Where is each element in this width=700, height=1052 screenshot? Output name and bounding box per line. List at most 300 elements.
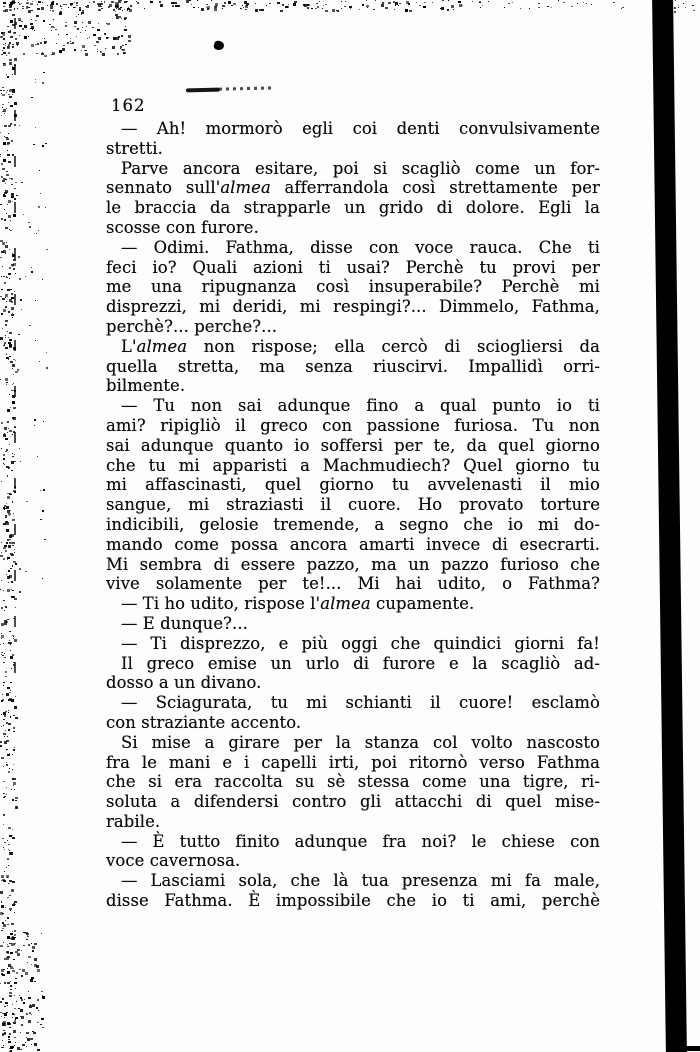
speck — [3, 109, 6, 112]
speck — [7, 331, 8, 332]
speck — [5, 378, 8, 381]
speck — [82, 22, 83, 23]
speck — [43, 72, 45, 73]
speck — [10, 2, 13, 5]
speck — [1, 930, 3, 931]
text-line: sai adunque quanto io soffersi per te, da quel giorno — [106, 435, 600, 455]
speck — [20, 1016, 21, 1017]
speck — [45, 143, 47, 144]
speck — [2, 87, 4, 88]
speck — [3, 682, 5, 683]
speck — [6, 957, 9, 960]
speck — [9, 640, 10, 641]
speck — [8, 729, 10, 731]
speck — [36, 1007, 38, 1009]
speck — [409, 10, 412, 12]
speck — [9, 356, 11, 357]
speck — [3, 142, 6, 145]
speck — [4, 657, 6, 658]
speck — [46, 367, 48, 369]
speck — [5, 550, 7, 552]
speck — [1, 969, 4, 972]
speck — [13, 1030, 16, 1033]
speck — [5, 324, 7, 326]
speck — [0, 741, 2, 743]
speck — [344, 6, 346, 7]
speck — [7, 952, 9, 954]
speck — [6, 621, 8, 623]
speck — [4, 741, 7, 744]
speck — [3, 507, 5, 509]
speck — [70, 41, 71, 42]
speck — [28, 997, 29, 998]
speck — [9, 59, 12, 61]
speck — [2, 913, 4, 914]
speck — [419, 5, 421, 6]
speck — [621, 8, 622, 9]
speck — [14, 934, 16, 936]
speck — [27, 3, 28, 4]
speck — [104, 33, 106, 35]
speck — [65, 22, 67, 23]
speck — [6, 764, 7, 765]
speck — [9, 575, 12, 578]
speck — [674, 11, 676, 13]
text-line: le braccia da strapparle un grido di dolore. Egli la — [106, 198, 600, 218]
paragraph — [106, 396, 600, 594]
speck — [345, 1, 346, 2]
speck — [4, 610, 5, 611]
speck — [124, 1, 127, 3]
speck — [104, 2, 105, 3]
speck — [17, 369, 19, 371]
speck — [38, 230, 39, 231]
speck — [41, 991, 43, 992]
speck — [307, 7, 309, 9]
speck — [31, 267, 32, 268]
speck — [56, 43, 57, 44]
speck — [6, 213, 7, 214]
speck — [3, 725, 4, 726]
speck — [17, 45, 18, 46]
speck — [10, 123, 12, 125]
speck — [39, 361, 40, 362]
speck — [349, 6, 352, 8]
speck — [12, 582, 13, 583]
speck — [1, 422, 3, 424]
speck — [1, 580, 2, 581]
speck — [214, 6, 217, 9]
speck — [13, 778, 16, 780]
speck — [9, 850, 10, 851]
speck — [32, 946, 35, 949]
speck — [10, 553, 13, 555]
speck — [59, 12, 62, 15]
speck — [3, 590, 4, 591]
speck — [4, 209, 5, 210]
speck — [282, 4, 284, 6]
speck — [15, 2, 16, 3]
speck — [3, 1033, 6, 1035]
speck — [12, 266, 13, 267]
speck — [10, 642, 12, 644]
speck — [8, 359, 9, 360]
speck — [97, 51, 98, 52]
speck — [2, 50, 3, 51]
speck — [7, 142, 10, 144]
speck — [1, 638, 2, 639]
speck — [215, 6, 217, 7]
speck — [100, 51, 102, 53]
speck — [4, 192, 7, 194]
speck — [3, 52, 6, 54]
speck — [0, 746, 1, 747]
speck — [15, 978, 16, 979]
speck — [15, 951, 18, 953]
speck — [7, 589, 10, 592]
speck — [14, 944, 15, 945]
speck — [14, 789, 15, 790]
speck — [11, 301, 13, 303]
speck — [3, 47, 5, 49]
speck — [0, 204, 2, 205]
speck — [10, 20, 13, 23]
speck — [84, 50, 85, 51]
speck — [41, 1018, 44, 1020]
text-line: feci io? Quali azioni ti usai? Perchè tu provi per — [106, 257, 600, 277]
speck — [7, 936, 10, 939]
text-line: indicibili, gelosie tremende, a segno che io mi do- — [106, 514, 600, 534]
speck — [0, 132, 1, 133]
speck — [118, 0, 121, 3]
speck — [373, 9, 375, 10]
speck — [107, 37, 109, 38]
speck — [2, 94, 5, 96]
speck — [3, 600, 5, 601]
speck — [9, 6, 12, 8]
speck — [7, 917, 9, 919]
speck — [60, 11, 62, 12]
speck — [23, 932, 25, 933]
speck — [101, 8, 103, 9]
speck — [17, 8, 18, 9]
paragraph — [106, 119, 600, 159]
speck — [12, 1004, 13, 1005]
speck — [693, 10, 695, 11]
speck — [14, 901, 17, 903]
speck — [224, 2, 226, 4]
speck — [18, 18, 21, 21]
speck — [31, 271, 33, 273]
speck — [10, 407, 11, 408]
speck — [7, 150, 8, 151]
speck — [28, 997, 31, 999]
speck — [93, 34, 96, 36]
speck — [13, 785, 14, 786]
speck — [7, 754, 10, 756]
speck — [1, 1016, 2, 1017]
speck — [12, 14, 15, 16]
speck — [504, 7, 505, 8]
speck — [9, 698, 12, 700]
speck — [5, 306, 7, 308]
speck — [19, 568, 21, 570]
speck — [10, 105, 13, 107]
speck — [115, 2, 118, 5]
speck — [6, 574, 7, 575]
speck — [19, 969, 21, 970]
speck — [8, 710, 9, 711]
speck — [2, 32, 5, 35]
speck — [6, 92, 7, 93]
text-line: L'almea non rispose; ella cercò di sciogliersi da — [121, 336, 600, 356]
speck — [0, 589, 1, 590]
speck — [4, 1017, 5, 1018]
speck — [20, 1049, 22, 1050]
scan-gutter-shadow — [652, 0, 687, 1052]
speck — [106, 23, 107, 24]
speck — [1, 973, 3, 975]
speck — [8, 1039, 10, 1040]
speck — [6, 171, 8, 172]
text-line: soluta a difendersi contro gli attacchi di quel mise- — [106, 792, 600, 812]
speck — [78, 14, 79, 15]
speck — [115, 7, 116, 8]
speck — [74, 2, 75, 3]
speck — [5, 297, 6, 298]
speck — [137, 2, 139, 4]
speck — [7, 557, 10, 559]
speck — [3, 6, 5, 7]
speck — [0, 257, 2, 258]
speck — [24, 999, 25, 1000]
speck — [337, 10, 339, 12]
scan-gutter-foot — [668, 1046, 700, 1051]
paragraph — [106, 733, 600, 832]
speck — [7, 897, 9, 898]
speck — [8, 865, 9, 866]
speck — [29, 1005, 32, 1008]
speck — [70, 5, 72, 6]
speck — [692, 5, 694, 6]
speck — [3, 942, 4, 943]
speck — [0, 891, 3, 894]
speck — [317, 6, 319, 8]
speck — [458, 1, 461, 3]
speck — [159, 1, 161, 3]
speck — [17, 953, 20, 956]
speck — [92, 27, 94, 28]
speck — [79, 7, 81, 9]
speck — [547, 6, 549, 7]
speck — [5, 907, 6, 908]
speck — [5, 347, 8, 349]
speck — [2, 1022, 4, 1023]
speck — [23, 945, 25, 946]
speck — [14, 943, 16, 944]
speck — [86, 26, 87, 27]
speck — [563, 2, 565, 3]
speck — [45, 207, 46, 208]
speck — [116, 8, 117, 9]
speck — [121, 0, 122, 1]
speck — [31, 10, 33, 11]
speck — [2, 111, 4, 112]
speck — [42, 995, 43, 996]
speck — [5, 730, 6, 731]
speck — [5, 337, 6, 338]
speck — [206, 4, 208, 5]
speck — [197, 0, 198, 1]
speck — [13, 764, 14, 765]
speck — [26, 1032, 29, 1034]
speck — [207, 8, 209, 10]
speck — [26, 939, 28, 940]
speck — [408, 3, 410, 5]
speck — [5, 320, 8, 322]
speck — [31, 19, 32, 20]
speck — [406, 1, 409, 4]
speck — [5, 294, 8, 297]
speck — [11, 835, 13, 836]
speck — [23, 53, 25, 55]
speck — [6, 764, 7, 765]
speck — [186, 0, 189, 3]
speck — [325, 10, 328, 12]
speck — [366, 0, 367, 1]
speck — [14, 930, 16, 932]
speck — [7, 475, 8, 476]
speck — [244, 1, 247, 4]
speck — [0, 983, 1, 984]
speck — [12, 937, 15, 940]
text-line: — Odimi. Fathma, disse con voce rauca. Che ti — [121, 237, 600, 257]
speck — [82, 27, 83, 28]
paragraph — [106, 238, 600, 337]
speck — [5, 920, 6, 921]
speck — [37, 4, 38, 5]
speck — [14, 9, 15, 10]
speck — [6, 301, 7, 302]
text-block — [106, 119, 600, 911]
speck — [4, 1006, 6, 1007]
speck — [366, 5, 369, 7]
text-line: — Tu non sai adunque fino a qual punto io ti — [121, 396, 600, 416]
speck — [94, 45, 95, 46]
speck — [9, 9, 12, 11]
speck — [315, 8, 317, 9]
speck — [280, 10, 283, 12]
speck — [11, 923, 14, 925]
speck — [12, 1, 15, 4]
speck — [101, 1, 102, 2]
speck — [128, 40, 131, 42]
speck — [591, 4, 592, 5]
speck — [14, 982, 17, 984]
text-line: sangue, mi straziasti il cuore. Ho provato torture — [106, 495, 600, 515]
speck — [571, 6, 573, 7]
speck — [529, 8, 530, 9]
speck — [9, 852, 12, 855]
speck — [46, 249, 48, 250]
speck — [4, 842, 6, 843]
speck — [1, 633, 2, 634]
speck — [304, 4, 307, 7]
speck — [255, 3, 256, 4]
speck — [9, 267, 11, 269]
speck — [5, 179, 6, 180]
speck — [37, 43, 39, 45]
speck — [9, 344, 12, 347]
speck — [116, 5, 119, 8]
speck — [19, 591, 21, 593]
speck — [13, 903, 15, 904]
speck — [3, 463, 4, 464]
speck — [9, 89, 12, 92]
speck — [85, 50, 87, 51]
speck — [12, 952, 13, 953]
speck — [160, 4, 163, 7]
speck — [3, 345, 5, 346]
speck — [3, 1045, 4, 1046]
speck — [27, 962, 28, 963]
text-line: scosse con furore. — [106, 217, 259, 237]
speck — [32, 1004, 35, 1007]
text-line: che tu mi apparisti a Machmudiech? Quel giorno tu — [106, 455, 600, 475]
speck — [240, 8, 242, 9]
speck — [10, 494, 12, 495]
speck — [3, 32, 5, 33]
speck — [6, 384, 7, 385]
speck — [6, 242, 7, 243]
speck — [12, 769, 13, 770]
speck — [13, 715, 15, 716]
speck — [8, 936, 10, 938]
speck — [3, 814, 5, 816]
speck — [2, 1033, 4, 1035]
speck — [311, 8, 313, 9]
speck — [96, 41, 99, 43]
speck — [23, 214, 24, 215]
speck — [3, 454, 5, 456]
speck — [9, 753, 10, 754]
text-line: disse Fathma. È impossibile che io ti ami, perchè — [106, 891, 600, 911]
speck — [61, 8, 62, 9]
speck — [35, 44, 37, 45]
speck — [7, 204, 8, 205]
speck — [6, 354, 7, 355]
speck — [28, 7, 30, 8]
speck — [277, 2, 280, 4]
speck — [3, 558, 5, 560]
speck — [2, 922, 3, 923]
text-line: che si era raccolta su sè stessa come una tigre, ri- — [106, 772, 600, 792]
speck — [37, 969, 40, 972]
speck — [206, 7, 207, 8]
speck — [1, 901, 2, 902]
speck — [19, 448, 20, 449]
speck — [307, 4, 309, 6]
speck — [8, 570, 10, 572]
speck — [12, 368, 13, 369]
speck — [5, 451, 7, 452]
speck — [116, 16, 119, 19]
speck — [32, 1031, 34, 1032]
speck — [13, 1022, 16, 1024]
speck — [80, 32, 81, 33]
speck — [2, 104, 4, 105]
speck — [26, 2, 29, 4]
